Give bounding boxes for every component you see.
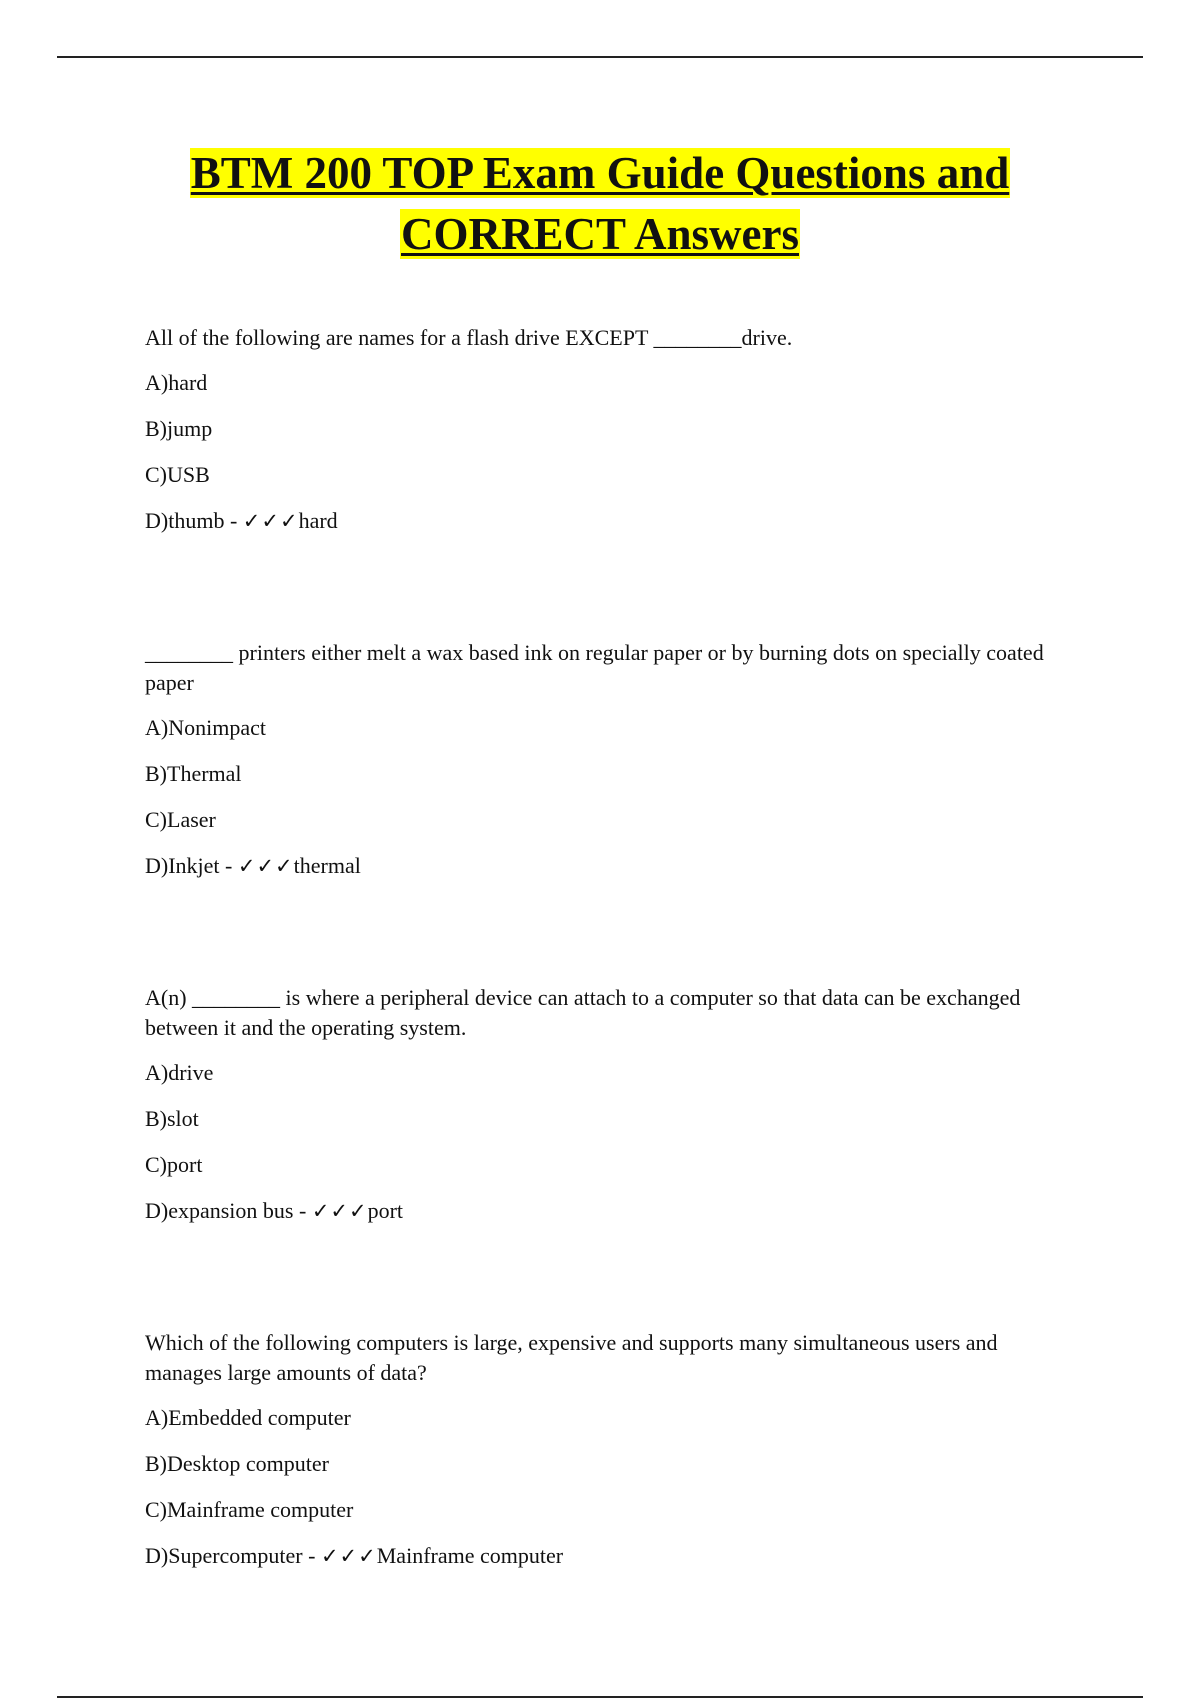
correct-answer: hard: [298, 508, 338, 533]
checkmark-icon: ✓✓✓: [237, 854, 294, 878]
option-c: C)port: [145, 1152, 203, 1177]
correct-answer: thermal: [293, 853, 361, 878]
title-line-2: CORRECT Answers: [401, 209, 799, 259]
option-c: C)USB: [145, 462, 210, 487]
option-d: D)Inkjet -: [145, 853, 238, 878]
option-d-with-answer: [145, 1541, 1065, 1571]
option-d: D)Supercomputer -: [145, 1543, 321, 1568]
option-c: C)Laser: [145, 807, 216, 832]
option-c: C)Mainframe computer: [145, 1497, 354, 1522]
question-3: [145, 983, 1065, 1226]
question-2: [145, 638, 1065, 881]
document-title: [100, 143, 1100, 265]
question-text: Which of the following computers is large, expensive and supports many simultaneous users and manages large amounts of data?: [145, 1330, 998, 1385]
option-d-with-answer: [145, 1196, 1065, 1226]
question-list: [145, 323, 1065, 1673]
checkmark-icon: ✓✓✓: [311, 1199, 368, 1223]
bottom-rule: [57, 1696, 1143, 1698]
option-b: B)Thermal: [145, 761, 242, 786]
option-d-with-answer: [145, 506, 1065, 536]
option-b: B)slot: [145, 1106, 199, 1131]
option-a: A)drive: [145, 1060, 214, 1085]
question-text: All of the following are names for a flash drive EXCEPT ________drive.: [145, 325, 793, 350]
option-b: B)Desktop computer: [145, 1451, 329, 1476]
question-text: A(n) ________ is where a peripheral device can attach to a computer so that data can be exchanged between it and the operating system.: [145, 985, 1021, 1040]
question-1: [145, 323, 1065, 536]
option-b: B)jump: [145, 416, 213, 441]
option-d: D)thumb -: [145, 508, 243, 533]
correct-answer: Mainframe computer: [376, 1543, 564, 1568]
option-d: D)expansion bus -: [145, 1198, 312, 1223]
checkmark-icon: ✓✓✓: [320, 1544, 377, 1568]
title-line-1: BTM 200 TOP Exam Guide Questions and: [190, 148, 1010, 198]
top-rule: [57, 56, 1143, 58]
option-a: A)hard: [145, 370, 208, 395]
checkmark-icon: ✓✓✓: [242, 509, 299, 533]
question-text: ________ printers either melt a wax based ink on regular paper or by burning dots on specially coated paper: [145, 640, 1044, 695]
option-d-with-answer: [145, 851, 1065, 881]
option-a: A)Embedded computer: [145, 1405, 351, 1430]
question-4: [145, 1328, 1065, 1571]
correct-answer: port: [367, 1198, 404, 1223]
option-a: A)Nonimpact: [145, 715, 266, 740]
